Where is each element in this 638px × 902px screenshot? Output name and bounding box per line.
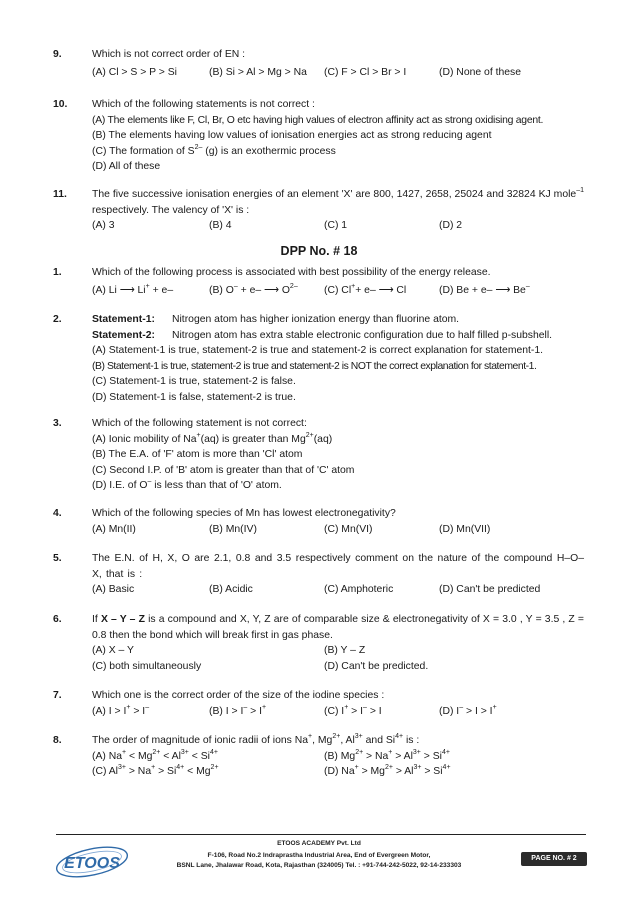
arrow-icon: ⟶: [378, 284, 394, 296]
footer-company: ETOOS ACADEMY Pvt. Ltd: [277, 840, 361, 847]
option-d: (D) Can't be predicted: [439, 584, 541, 595]
option-c: (C) both simultaneously: [92, 660, 202, 672]
option-b: (B) 4: [209, 220, 232, 231]
option-a: (A) Li ⟶ Li+ + e–: [92, 283, 173, 299]
option-d: (D) I.E. of O– is less than that of 'O' atom.: [92, 478, 282, 491]
option-b: (B) The E.A. of 'F' atom is more than 'Cl' atom: [92, 449, 303, 460]
question-text: Which one is the correct order of the size of the iodine species :: [92, 690, 385, 701]
option-c: (C) F > Cl > Br > I: [324, 66, 407, 78]
option-c: (C) Second I.P. of 'B' atom is greater than that of 'C' atom: [92, 464, 355, 476]
question-body: [92, 416, 584, 494]
option-c: (C) Mn(VI): [324, 523, 373, 535]
options-row: [92, 582, 584, 598]
question-body: [92, 506, 584, 537]
question-body: [92, 97, 584, 175]
option-c: (C) The formation of $S^{2-}$ (g) is an exothermic process: [92, 143, 336, 157]
footer-address-1: F-106, Road No.2 Indraprastha Industrial Area, End of Evergreen Motor,: [207, 852, 431, 859]
question-number: 5.: [53, 553, 62, 564]
option-d: (D) Can't be predicted.: [324, 660, 429, 672]
options-row: [92, 65, 584, 81]
options-row-1: [92, 749, 584, 765]
statement-2: Statement-2: Nitrogen atom has extra stable electronic configuration due to half filled p-subshell.: [92, 329, 553, 341]
question-body: [92, 688, 584, 719]
question-number: 9.: [53, 49, 62, 60]
option-b: (B) Y – Z: [324, 645, 366, 656]
question-body: [92, 47, 584, 80]
options-row: [92, 283, 584, 299]
arrow-icon: ⟶: [119, 284, 135, 296]
option-b: (B) The elements having low values of ionisation energies act as strong reducing agent: [92, 130, 492, 141]
option-b: (B) Si > Al > Mg > Na: [209, 66, 307, 78]
question-text: The E.N. of H, X, O are 2.1, 0.8 and 3.5 respectively comment on the nature of the compound H–O–X, that is :: [92, 553, 584, 580]
options-row-2: [92, 659, 584, 675]
option-d: (D) Statement-1 is false, statement-2 is true.: [92, 391, 296, 403]
question-text: Which is not correct order of EN :: [92, 49, 246, 60]
question-number: 11.: [53, 189, 67, 200]
dpp-title: DPP No. # 18: [280, 244, 358, 258]
option-a: (A) 3: [92, 220, 115, 231]
option-b: (B) Statement-1 is true, statement-2 is true and statement-2 is NOT the correct explanation for statement-1.: [92, 360, 537, 372]
option-d: (D) 2: [439, 220, 463, 231]
question-number: 10.: [53, 99, 68, 110]
option-d: (D) Mn(VII): [439, 523, 491, 535]
options-row: [92, 522, 584, 538]
question-number: 4.: [53, 508, 62, 519]
question-number: 7.: [53, 690, 62, 701]
question-body: [92, 265, 584, 298]
option-c: (C) $Al^{3+} > Na^+ > Si^{4+} < Mg^{2+}$: [92, 764, 219, 777]
question-body: [92, 612, 584, 674]
options-row: [92, 704, 584, 720]
option-a: (A) Mn(II): [92, 523, 136, 535]
svg-text:ETOOS: ETOOS: [64, 855, 120, 872]
option-a: (A) $Na^+ < Mg^{2+} < Al^{3+} < Si^{4+}$: [92, 748, 218, 762]
option-b: (B) I > I– > I+: [209, 703, 267, 717]
option-d: (D) Be + e– ⟶ Be–: [439, 283, 530, 299]
option-b: (B) O– + e– ⟶ $O^{2-}$: [209, 283, 298, 299]
question-text: Which of the following process is associated with best possibility of the energy release.: [92, 267, 491, 278]
option-b: (B) Mn(IV): [209, 523, 257, 535]
question-text: Which of the following species of Mn has lowest electronegativity?: [92, 508, 396, 519]
option-a: (A) I > I+ > I–: [92, 703, 150, 717]
page-number-badge: PAGE NO. # 2: [521, 852, 587, 866]
option-d: (D) $Na^+ > Mg^{2+} > Al^{3+} > Si^{4+}$: [324, 764, 451, 777]
option-a: (A) The elements like F, Cl, Br, O etc having high values of electron affinity act as strong oxidising agent.: [92, 114, 544, 126]
footer-address-2: BSNL Lane, Jhalawar Road, Kota, Rajasthan (324005) Tel. : +91-744-242-5022, 92-14-233303: [176, 862, 462, 869]
options-row: [92, 218, 584, 234]
option-d: (D) All of these: [92, 161, 161, 172]
options-row-1: [92, 643, 584, 659]
option-b: (B) $Mg^{2+} > Na^+ > Al^{3+} > Si^{4+}$: [324, 748, 450, 762]
question-text: The five successive ionisation energies of an element 'X' are 800, 1427, 2658, 25024 and 32824 KJ mole$^{-1}$ respectively. The valency of 'X' is :: [92, 187, 584, 216]
option-c: (C) Amphoteric: [324, 584, 394, 595]
question-body: [92, 733, 584, 780]
arrow-icon: ⟶: [264, 284, 279, 296]
question-number: 6.: [53, 614, 62, 625]
question-number: 8.: [53, 735, 62, 746]
footer-divider: [56, 834, 586, 835]
question-number: 3.: [53, 418, 62, 429]
option-c: (C) 1: [324, 220, 348, 231]
statement-1: Statement-1: Nitrogen atom has higher ionization energy than fluorine atom.: [92, 314, 460, 325]
question-number: 2.: [53, 314, 62, 325]
question-body: [92, 312, 584, 405]
option-a: (A) Cl > S > P > Si: [92, 66, 177, 78]
question-text: The order of magnitude of ionic radii of ions Na+, $Mg^{2+}$, $Al^{3+}$ and $Si^{4+}$ is :: [92, 733, 420, 746]
question-body: [92, 187, 584, 234]
option-a: (A) X – Y: [92, 645, 134, 656]
option-c: (C) Cl++ e– ⟶ Cl: [324, 283, 406, 299]
option-a: (A) Basic: [92, 584, 135, 595]
option-c: (C) I+ > I– > I: [324, 703, 382, 717]
question-number: 1.: [53, 267, 62, 278]
options-row-2: [92, 764, 584, 780]
option-b: (B) Acidic: [209, 584, 253, 595]
question-text: If X – Y – Z is a compound and X, Y, Z are of comparable size & electronegativity of X = 3.0 , Y = 3.5 , Z = 0.8 then the bond which will break first in gas phase.: [92, 614, 584, 641]
arrow-icon: ⟶: [495, 284, 511, 296]
option-d: (D) I– > I > I+: [439, 703, 497, 717]
question-text: Which of the following statements is not correct :: [92, 99, 315, 110]
option-c: (C) Statement-1 is true, statement-2 is false.: [92, 376, 296, 387]
question-text: Which of the following statement is not correct:: [92, 418, 307, 429]
option-a: (A) Ionic mobility of Na+(aq) is greater than $Mg^{2+}(aq)$: [92, 431, 333, 445]
option-a: (A) Statement-1 is true, statement-2 is true and statement-2 is correct explanation for statement-1.: [92, 345, 544, 356]
option-d: (D) None of these: [439, 66, 522, 78]
question-body: [92, 551, 584, 598]
